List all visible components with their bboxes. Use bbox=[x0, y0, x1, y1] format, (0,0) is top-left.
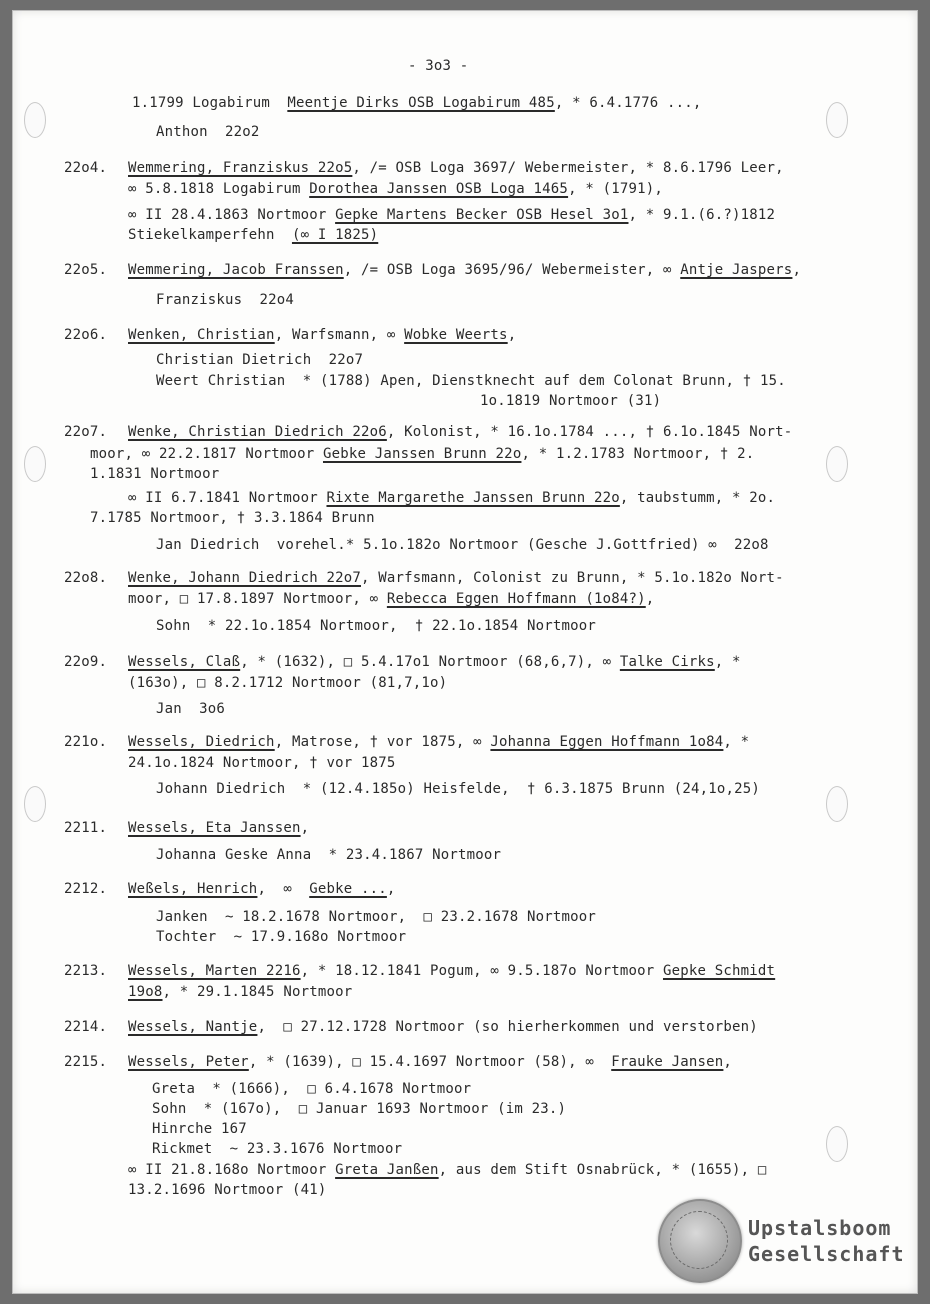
entry-name: Wenke, Johann Diedrich 22o7 bbox=[128, 570, 361, 586]
entry-line bbox=[480, 393, 661, 409]
brand-line-2: Gesellschaft bbox=[748, 1242, 905, 1266]
entry-text: , □ 27.12.1728 Nortmoor (so hierherkommen und verstorben) bbox=[257, 1019, 758, 1035]
entry-line bbox=[90, 446, 754, 462]
entry-text: , * bbox=[714, 654, 741, 670]
spouse-name: Gepke Schmidt bbox=[662, 963, 776, 979]
entry-number: 2212. bbox=[64, 881, 108, 897]
entry-line bbox=[128, 227, 378, 243]
punch-hole bbox=[826, 786, 848, 822]
entry-line bbox=[156, 909, 596, 925]
entry-number: 2215. bbox=[64, 1054, 108, 1070]
entry-name: Wessels, Nantje bbox=[128, 1019, 258, 1035]
entry-line bbox=[128, 207, 775, 223]
entry-line bbox=[156, 373, 786, 389]
entry-text: Jan Diedrich vorehel.* 5.1o.182o Nortmoor (Gesche J.Gottfried) ∞ 22o8 bbox=[156, 537, 769, 553]
spouse-name: Johanna Eggen Hoffmann 1o84 bbox=[490, 734, 724, 750]
entry-text: Sohn * 22.1o.1854 Nortmoor, † 22.1o.1854 Nortmoor bbox=[156, 618, 597, 634]
entry-text: , bbox=[507, 327, 517, 343]
entry-text: Christian Dietrich 22o7 bbox=[156, 352, 364, 368]
entry-line bbox=[156, 781, 760, 797]
entry-line bbox=[128, 675, 447, 691]
entry-name: Gebke Janssen Brunn 22o bbox=[322, 446, 522, 462]
entry-text: , * (1632), □ 5.4.17o1 Nortmoor (68,6,7), ∞ bbox=[240, 654, 620, 670]
entry-line bbox=[128, 591, 654, 607]
spouse-name: Gebke ... bbox=[309, 881, 387, 897]
entry-number: 22o6. bbox=[64, 327, 108, 343]
entry-line bbox=[128, 327, 516, 343]
entry-name: Weßels, Henrich bbox=[128, 881, 258, 897]
entry-text: Weert Christian * (1788) Apen, Dienstknecht auf dem Colonat Brunn, † 15. bbox=[156, 373, 786, 389]
entry-number: 22o9. bbox=[64, 654, 108, 670]
entry-line bbox=[90, 510, 375, 526]
entry-number: 2211. bbox=[64, 820, 108, 836]
entry-line bbox=[156, 701, 225, 717]
entry-text: ∞ II 28.4.1863 Nortmoor bbox=[128, 207, 336, 223]
entry-text: Stiekelkamperfehn bbox=[128, 227, 292, 243]
entry-line bbox=[128, 1019, 758, 1035]
entry-name: Wessels, Eta Janssen bbox=[128, 820, 301, 836]
entry-line bbox=[132, 95, 702, 111]
entry-text: , * 18.12.1841 Pogum, ∞ 9.5.187o Nortmoor bbox=[300, 963, 663, 979]
entry-text: 24.1o.1824 Nortmoor, † vor 1875 bbox=[128, 755, 396, 771]
entry-line bbox=[128, 734, 749, 750]
entry-text: Rickmet ~ 23.3.1676 Nortmoor bbox=[152, 1141, 403, 1157]
entry-text: , * 6.4.1776 ..., bbox=[554, 95, 702, 111]
entry-text: , taubstumm, * 2o. bbox=[619, 490, 776, 506]
entry-text: , /= OSB Loga 3697/ Webermeister, * 8.6.1796 Leer, bbox=[352, 160, 784, 176]
page-number: - 3o3 - bbox=[408, 58, 469, 74]
spouse-name: Antje Jaspers bbox=[680, 262, 793, 278]
entry-name: (∞ I 1825) bbox=[291, 227, 379, 243]
entry-name: Greta Janßen bbox=[335, 1162, 439, 1178]
entry-name: Dorothea Janssen OSB Loga 1465 bbox=[309, 181, 569, 197]
entry-text: , bbox=[723, 1054, 733, 1070]
entry-text: moor, ∞ 22.2.1817 Nortmoor bbox=[90, 446, 323, 462]
entry-text: ∞ II 6.7.1841 Nortmoor bbox=[128, 490, 327, 506]
punch-hole bbox=[24, 446, 46, 482]
entry-text: Johanna Geske Anna * 23.4.1867 Nortmoor bbox=[156, 847, 502, 863]
entry-text: Jan 3o6 bbox=[156, 701, 226, 717]
entry-text: , * (1791), bbox=[568, 181, 663, 197]
entry-text: 1.1831 Nortmoor bbox=[90, 466, 220, 482]
entry-text: , /= OSB Loga 3695/96/ Webermeister, ∞ bbox=[343, 262, 681, 278]
entry-text: 1.1799 Logabirum bbox=[132, 95, 288, 111]
entry-line bbox=[152, 1141, 402, 1157]
entry-name: Wemmering, Jacob Franssen bbox=[128, 262, 344, 278]
entry-line bbox=[156, 537, 769, 553]
entry-line bbox=[128, 160, 784, 176]
punch-hole bbox=[826, 102, 848, 138]
entry-line bbox=[128, 963, 775, 979]
entry-line bbox=[128, 820, 309, 836]
entry-text: moor, □ 17.8.1897 Nortmoor, ∞ bbox=[128, 591, 387, 607]
entry-text: , Warfsmann, Colonist zu Brunn, * 5.1o.182o Nort- bbox=[360, 570, 784, 586]
entry-name: Wessels, Diedrich bbox=[128, 734, 275, 750]
entry-text: , bbox=[300, 820, 310, 836]
entry-text: 13.2.1696 Nortmoor (41) bbox=[128, 1182, 327, 1198]
entry-number: 2213. bbox=[64, 963, 108, 979]
entry-text: , bbox=[792, 262, 802, 278]
entry-text: , ∞ bbox=[257, 881, 310, 897]
entry-text: , * (1639), □ 15.4.1697 Nortmoor (58), ∞ bbox=[248, 1054, 612, 1070]
entry-line bbox=[156, 929, 406, 945]
entry-line bbox=[156, 618, 596, 634]
spouse-name: Talke Cirks bbox=[619, 654, 715, 670]
entry-text: Anthon 22o2 bbox=[156, 124, 260, 140]
entry-line bbox=[128, 755, 396, 771]
entry-number: 22o5. bbox=[64, 262, 108, 278]
entry-line bbox=[156, 292, 294, 308]
entry-text: 7.1785 Nortmoor, † 3.3.1864 Brunn bbox=[90, 510, 375, 526]
spouse-name: Wobke Weerts bbox=[404, 327, 508, 343]
entry-line bbox=[152, 1081, 471, 1097]
entry-line bbox=[128, 262, 801, 278]
entry-name: Wenken, Christian bbox=[128, 327, 275, 343]
entry-line bbox=[156, 352, 363, 368]
entry-line bbox=[128, 570, 784, 586]
punch-hole bbox=[24, 102, 46, 138]
entry-text: ∞ II 21.8.168o Nortmoor bbox=[128, 1162, 336, 1178]
brand-line-1: Upstalsboom bbox=[748, 1216, 892, 1240]
punch-hole bbox=[826, 446, 848, 482]
entry-number: 221o. bbox=[64, 734, 108, 750]
entry-line bbox=[128, 654, 741, 670]
punch-hole bbox=[826, 1126, 848, 1162]
entry-number: 22o7. bbox=[64, 424, 108, 440]
entry-number: 2214. bbox=[64, 1019, 108, 1035]
entry-text: , bbox=[386, 881, 396, 897]
entry-text: , * 29.1.1845 Nortmoor bbox=[162, 984, 353, 1000]
entry-text: , * 1.2.1783 Nortmoor, † 2. bbox=[521, 446, 755, 462]
entry-text: Tochter ~ 17.9.168o Nortmoor bbox=[156, 929, 407, 945]
entry-line bbox=[128, 490, 775, 506]
entry-number: 22o4. bbox=[64, 160, 108, 176]
entry-text: , aus dem Stift Osnabrück, * (1655), □ bbox=[438, 1162, 767, 1178]
entry-name: Wessels, Peter bbox=[128, 1054, 249, 1070]
entry-line bbox=[152, 1121, 247, 1137]
entry-text: , * 9.1.(6.?)1812 bbox=[628, 207, 776, 223]
entry-name: Gepke Martens Becker OSB Hesel 3o1 bbox=[335, 207, 629, 223]
entry-line bbox=[152, 1101, 566, 1117]
entry-name: Meentje Dirks OSB Logabirum 485 bbox=[287, 95, 555, 111]
entry-name: Rixte Margarethe Janssen Brunn 22o bbox=[326, 490, 620, 506]
entry-number: 22o8. bbox=[64, 570, 108, 586]
entry-line bbox=[128, 1182, 326, 1198]
entry-name: 19o8 bbox=[128, 984, 163, 1000]
entry-name: Wenke, Christian Diedrich 22o6 bbox=[128, 424, 387, 440]
entry-text: ∞ 5.8.1818 Logabirum bbox=[128, 181, 310, 197]
entry-line bbox=[156, 124, 260, 140]
entry-text: Janken ~ 18.2.1678 Nortmoor, □ 23.2.1678 Nortmoor bbox=[156, 909, 597, 925]
entry-text: Johann Diedrich * (12.4.185o) Heisfelde, † 6.3.1875 Brunn (24,1o,25) bbox=[156, 781, 761, 797]
entry-text: 1o.1819 Nortmoor (31) bbox=[480, 393, 662, 409]
entry-line bbox=[128, 424, 792, 440]
spouse-name: Frauke Jansen bbox=[611, 1054, 724, 1070]
entry-text: Greta * (1666), □ 6.4.1678 Nortmoor bbox=[152, 1081, 472, 1097]
entry-text: Franziskus 22o4 bbox=[156, 292, 295, 308]
punch-hole bbox=[24, 786, 46, 822]
entry-text: , Warfsmann, ∞ bbox=[274, 327, 405, 343]
entry-line bbox=[90, 466, 219, 482]
entry-line bbox=[128, 984, 352, 1000]
entry-line bbox=[128, 881, 396, 897]
entry-name: Wemmering, Franziskus 22o5 bbox=[128, 160, 353, 176]
seal-icon bbox=[658, 1199, 742, 1283]
entry-name: Wessels, Marten 2216 bbox=[128, 963, 301, 979]
entry-line bbox=[128, 1162, 767, 1178]
entry-line bbox=[128, 181, 663, 197]
entry-text: , Matrose, † vor 1875, ∞ bbox=[274, 734, 491, 750]
entry-line bbox=[128, 1054, 732, 1070]
entry-line bbox=[156, 847, 501, 863]
entry-text: Hinrche 167 bbox=[152, 1121, 247, 1137]
entry-text: , Kolonist, * 16.1o.1784 ..., † 6.1o.1845 Nort- bbox=[386, 424, 793, 440]
entry-name: Rebecca Eggen Hoffmann (1o84?) bbox=[386, 591, 646, 607]
entry-text: , * bbox=[723, 734, 750, 750]
entry-text: , bbox=[645, 591, 655, 607]
entry-name: Wessels, Claß bbox=[128, 654, 241, 670]
entry-text: (163o), □ 8.2.1712 Nortmoor (81,7,1o) bbox=[128, 675, 448, 691]
entry-text: Sohn * (167o), □ Januar 1693 Nortmoor (im 23.) bbox=[152, 1101, 567, 1117]
